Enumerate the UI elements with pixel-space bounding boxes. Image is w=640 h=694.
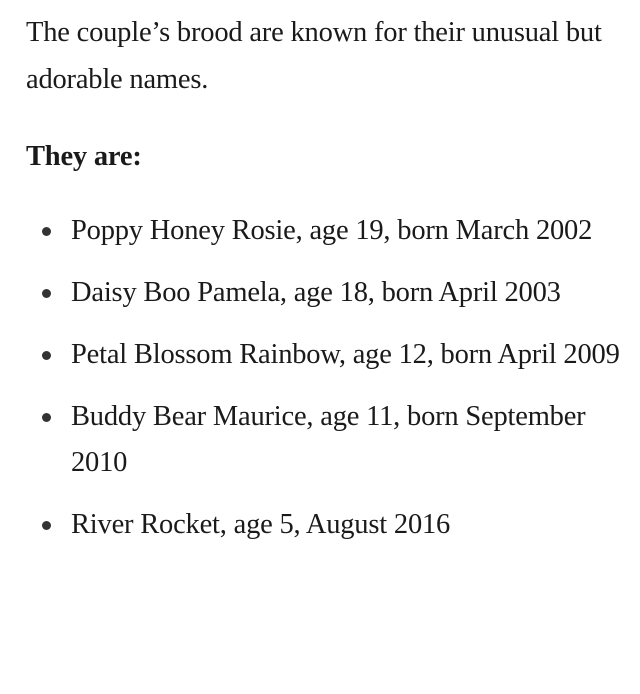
list-item-text: Buddy Bear Maurice, age 11, born September 2010: [71, 401, 586, 478]
bullet-icon: [42, 521, 51, 530]
list-item-text: Daisy Boo Pamela, age 18, born April 2003: [71, 277, 561, 308]
bullet-icon: [42, 289, 51, 298]
list-item: [26, 502, 626, 548]
intro-paragraph: The couple’s brood are known for their unusual but adorable names.: [26, 17, 602, 95]
list-item: [26, 270, 626, 316]
article-body: [26, 0, 626, 564]
list-item-text: River Rocket, age 5, August 2016: [71, 509, 451, 540]
list-item: [26, 332, 626, 378]
list-item-text: Petal Blossom Rainbow, age 12, born April 2009: [71, 339, 620, 370]
children-list: [26, 208, 626, 548]
bullet-icon: [42, 351, 51, 360]
bullet-icon: [42, 413, 51, 422]
list-item: [26, 394, 626, 486]
list-item-text: Poppy Honey Rosie, age 19, born March 2002: [71, 215, 593, 246]
bullet-icon: [42, 227, 51, 236]
list-item: [26, 208, 626, 254]
list-heading: They are:: [26, 141, 142, 172]
